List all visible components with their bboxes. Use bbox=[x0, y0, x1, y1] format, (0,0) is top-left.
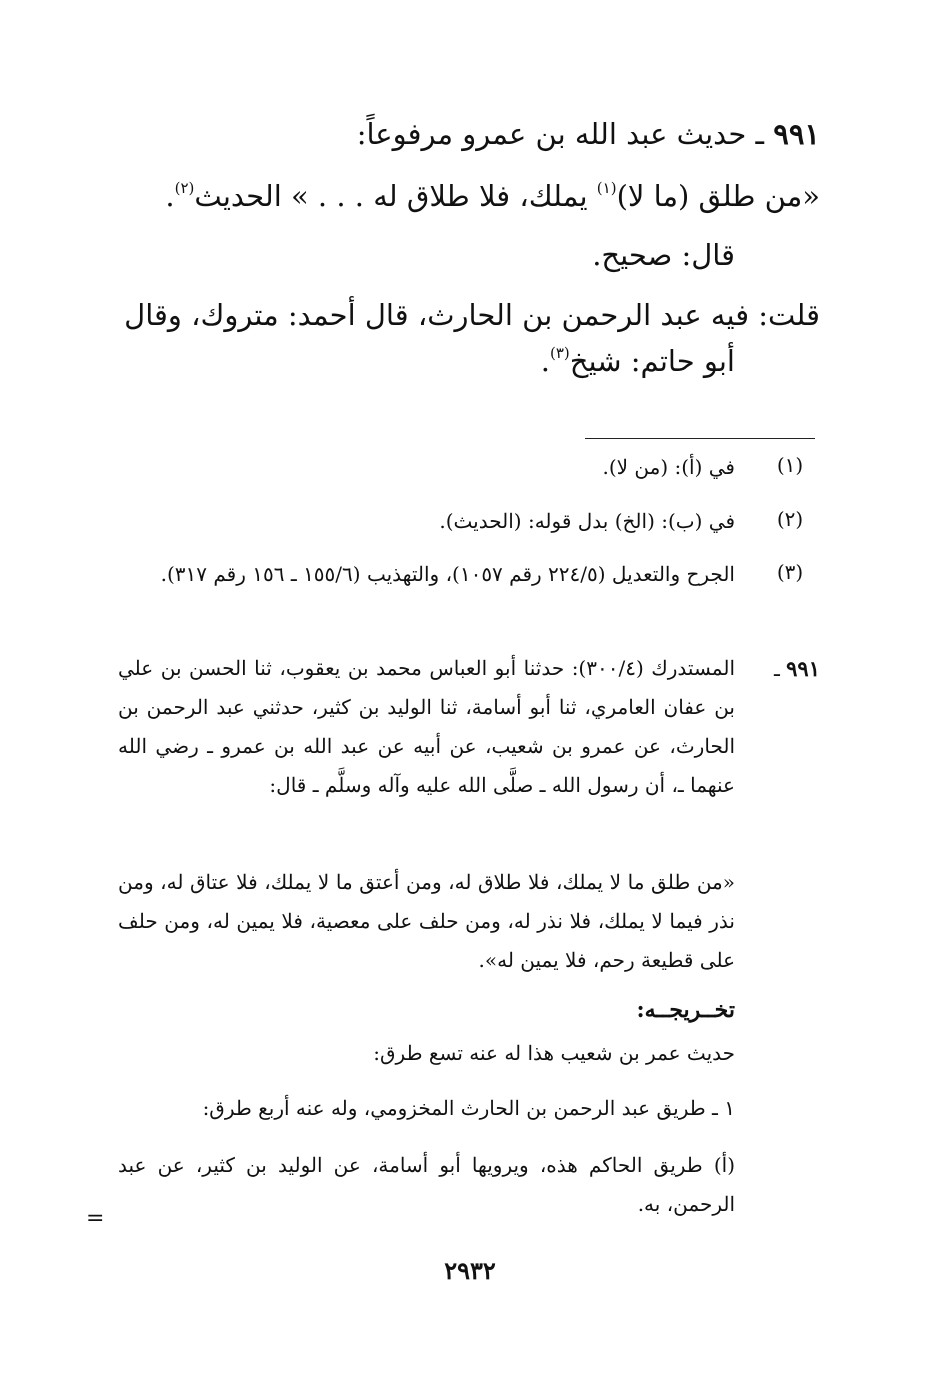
footnote-number-2: (٢) bbox=[776, 507, 804, 531]
continuation-mark: = bbox=[86, 1206, 105, 1231]
sanad-number-row bbox=[770, 649, 820, 689]
hadith-quote-middle: يملك، فلا طلاق له . . . » الحديث bbox=[194, 179, 597, 213]
takhrij-item-1a: (أ) طريق الحاكم هذه، ويرويها أبو أسامة، عن الوليد بن كثير، عن عبد الرحمن، به. bbox=[118, 1153, 735, 1216]
hadith-title-line bbox=[357, 112, 820, 156]
takhrij-item-1: ١ ـ طريق عبد الرحمن بن الحارث المخزومي، وله عنه أربع طرق: bbox=[202, 1096, 735, 1120]
takhrij-heading: تخــريجــه: bbox=[636, 997, 735, 1023]
footnote-text-1: في (أ): (من لا). bbox=[602, 455, 735, 479]
hadith-comment-text: أبو حاتم: شيخ bbox=[569, 344, 735, 378]
footnote-ref-3: (٣) bbox=[549, 344, 570, 362]
footnote-ref-2: (٢) bbox=[174, 179, 195, 197]
hadith-ruling: قال: صحيح. bbox=[592, 238, 735, 272]
footnote-number-1: (١) bbox=[776, 453, 804, 477]
matn-text: «من طلق ما لا يملك، فلا طلاق له، ومن أعتق ما لا يملك، فلا عتاق له، ومن نذر فيما لا يملك، فلا نذر له، ومن حلف على معصية، فلا يمين له، ومن حلف على قطيعة رحم، فلا يمين له». bbox=[118, 870, 735, 972]
hadith-quote-start: «من طلق (ما لا) bbox=[616, 179, 820, 213]
page-number: ٢٩٣٢ bbox=[444, 1256, 496, 1285]
hadith-quote-end: . bbox=[165, 179, 175, 213]
takhrij-intro: حديث عمر بن شعيب هذا له عنه تسع طرق: bbox=[373, 1041, 735, 1065]
sanad-number: ٩٩١ bbox=[786, 656, 820, 681]
footnote-number-3: (٣) bbox=[776, 560, 804, 584]
sanad-dash: ـ bbox=[773, 657, 780, 681]
hadith-title: ـ حديث عبد الله بن عمرو مرفوعاً: bbox=[356, 117, 765, 151]
footnote-text-3: الجرح والتعديل (٢٢٤/٥ رقم ١٠٥٧)، والتهذيب (١٥٥/٦ ـ ١٥٦ رقم ٣١٧). bbox=[160, 562, 735, 586]
footnote-text-2: في (ب): (الخ) بدل قوله: (الحديث). bbox=[439, 509, 735, 533]
sanad-text: المستدرك (٣٠٠/٤): حدثنا أبو العباس محمد بن يعقوب، ثنا الحسن بن علي بن عفان العامري، ثنا أبو أسامة، ثنا الوليد بن كثير، حدثني عبد الرحمن بن الحارث، عن عمرو بن شعيب، عن أبيه عن عبد الله بن عمرو ـ رضي الله عنهما ـ، أن رسول الله ـ صلَّى الله عليه وآله وسلَّم ـ قال: bbox=[118, 656, 735, 797]
footnote-divider bbox=[585, 438, 815, 439]
hadith-comment-end: . bbox=[540, 344, 550, 378]
hadith-comment-line2 bbox=[541, 339, 735, 383]
hadith-quote-line bbox=[165, 174, 820, 218]
footnote-ref-1: (١) bbox=[596, 179, 617, 197]
hadith-comment-line1: قلت: فيه عبد الرحمن بن الحارث، قال أحمد: متروك، وقال bbox=[124, 298, 820, 332]
hadith-number: ٩٩١ bbox=[773, 117, 820, 151]
